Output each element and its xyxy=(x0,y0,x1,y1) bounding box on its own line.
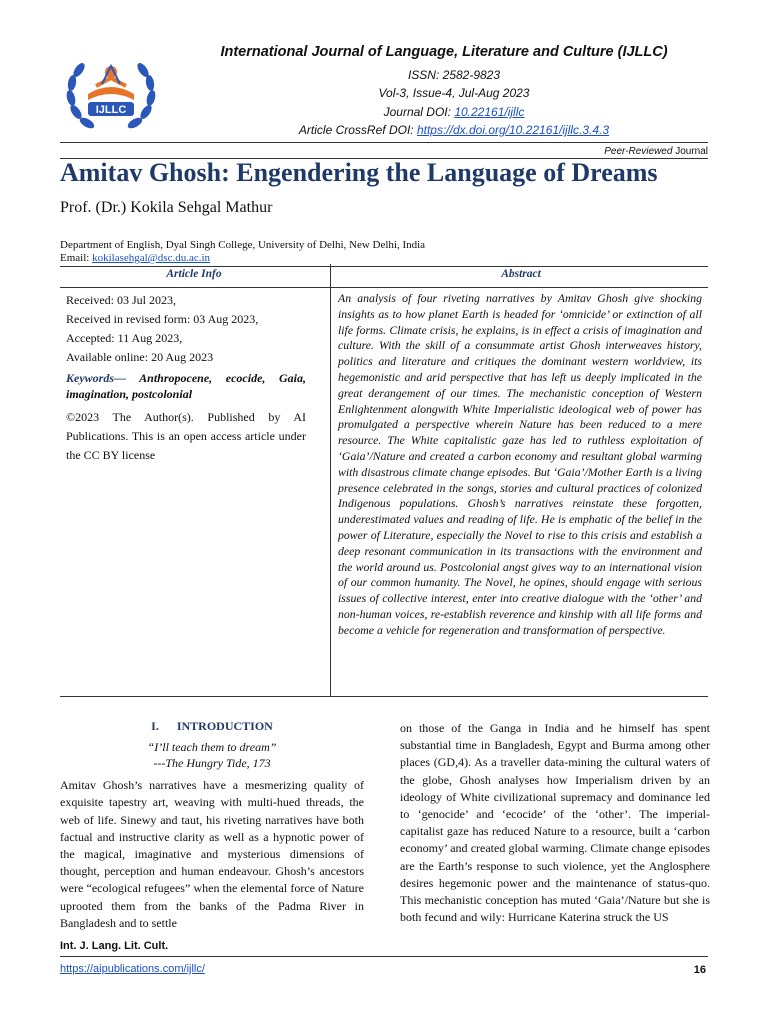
received-date: Received: 03 Jul 2023, xyxy=(66,293,176,307)
body-left-column xyxy=(60,718,364,932)
abstract-heading: Abstract xyxy=(501,268,541,280)
section-heading xyxy=(60,718,364,735)
footer-journal-abbrev: Int. J. Lang. Lit. Cult. xyxy=(60,940,169,952)
crossref-doi xyxy=(0,123,768,137)
issn: ISSN: 2582-9823 xyxy=(407,68,501,82)
epigraph-source: ---The Hungry Tide, 173 xyxy=(153,756,271,771)
crossref-link[interactable]: https://dx.doi.org/10.22161/ijllc.3.4.3 xyxy=(416,123,610,137)
abstract-text: An analysis of four riveting narratives by Amitav Ghosh give shocking insights as to how planet Earth is headed for ‘omnicide’ or extinction of all life forms. Climate crisis, he explains, is in effect a crisis of imagination and culture. With the skill of a consummate artist Ghosh interweaves history, politics and literature and critiques the dominant western worldview, its hegemonistic and arid perspective that has left us deeply implicated in the great derangement of our times. The mechanistic conception of Western Enlightenment alongwith White Imperialistic ideological web of power has promulgated a perspective wherein Nature has been reduced to a mere resource. The White capitalistic gaze has led to ruthless exploitation of ‘Gaia’/Nature and created a carbon economy and resultant global warming with disastrous climate change episodes. But ‘Gaia’/Mother Earth is a living presence celebrated in the songs, stories and cultural practices of colonized Indigenous populations. Ghosh’s narratives reinstate these forgotten, underestimated values and reading of life. He is emphatic of the belief in the power of Literature, especially the Novel to rise to this crisis and establish a deep resonant communication in its transactions with the environment and the world around us. Postcolonial angst gives way to an international vision of our common humanity. The Novel, he opines, should engage with serious issues of collective interest, enter into creative dialogue with the ‘other’ and non-human voices, re-establish reverence and kinship with all life forms and become a vehicle for regeneration and transformation of perspective. xyxy=(338,291,702,637)
peer-reviewed-label xyxy=(604,146,708,157)
journal-header xyxy=(0,0,768,150)
keywords xyxy=(66,370,306,402)
abstract-bottom-rule xyxy=(60,696,708,697)
footer-rule xyxy=(60,956,708,957)
column-divider xyxy=(330,264,331,696)
section-number: I. xyxy=(151,719,159,733)
epigraph-quote: “I’ll teach them to dream” xyxy=(147,740,277,755)
email-label: Email: xyxy=(60,252,93,264)
body-paragraph-left: Amitav Ghosh’s narratives have a mesmerizing quality of exquisite tapestry art, weaving with multi-hued threads, the web of life. Sinewy and taut, his riveting narratives have both factual and instructive clarity as well as a hypnotic power of the magical, imaginative and mysterious dimensions of thought, perception and human endeavour. Ghosh’s ancestors were “ecological refugees” when the elemental force of Nature uprooted them from the banks of the Padma River in Bangladesh and to settle xyxy=(60,778,364,930)
info-header-rule xyxy=(60,287,708,288)
revised-date: Received in revised form: 03 Aug 2023, xyxy=(66,312,259,326)
page-number: 16 xyxy=(693,964,706,976)
keywords-list: Anthropocene, ecocide, Gaia, imagination, postcolonial xyxy=(66,371,306,401)
peer-suffix: Journal xyxy=(672,146,708,157)
email-link[interactable]: kokilasehgal@dsc.du.ac.in xyxy=(92,252,211,264)
doi-label: Journal DOI: xyxy=(383,105,455,119)
peer-prefix: Peer-Reviewed xyxy=(604,146,673,157)
crossref-label: Article CrossRef DOI: xyxy=(298,123,417,137)
header-rule xyxy=(60,142,708,143)
footer-url[interactable]: https://aipublications.com/ijllc/ xyxy=(60,963,205,975)
article-info xyxy=(66,291,306,465)
section-title: INTRODUCTION xyxy=(176,719,273,733)
journal-title: International Journal of Language, Literature and Culture (IJLLC) xyxy=(220,44,668,60)
keywords-label: Keywords— xyxy=(66,371,126,385)
affiliation-block xyxy=(60,239,425,265)
info-top-rule xyxy=(60,266,708,267)
logo-text: IJLLC xyxy=(95,104,127,116)
article-title: Amitav Ghosh: Engendering the Language of Dreams xyxy=(60,158,658,187)
author-name: Prof. (Dr.) Kokila Sehgal Mathur xyxy=(60,199,273,216)
email-line xyxy=(60,252,425,265)
volume-issue: Vol-3, Issue-4, Jul-Aug 2023 xyxy=(378,86,530,100)
journal-doi xyxy=(0,105,768,119)
online-date: Available online: 20 Aug 2023 xyxy=(66,350,214,364)
copyright-notice: ©2023 The Author(s). Published by AI Publications. This is an open access article under the CC BY license xyxy=(66,410,306,462)
accepted-date: Accepted: 11 Aug 2023, xyxy=(66,331,183,345)
affiliation: Department of English, Dyal Singh College, University of Delhi, New Delhi, India xyxy=(60,239,426,251)
article-info-heading: Article Info xyxy=(166,268,222,280)
doi-link[interactable]: 10.22161/ijllc xyxy=(454,105,525,119)
body-paragraph-right: on those of the Ganga in India and he himself has spent substantial time in Bangladesh, Egypt and Burma among other places (GD,4). As a traveller data-mining the cultural waters of the globe, Ghosh analyses how Imperialism driven by an ideology of White civilizational supremacy and dominance led to ‘genocide’ and ‘ecocide’ of the ‘other’. The imperial- capitalist gaze has reduced Nature to a resource, built a ‘carbon economy’ and created global warming. Climate change episodes are the Earth’s response to such violence, yet the Anglosphere desires hegemonic power and the maintenance of status-quo. This mechanistic conception has muted ‘Gaia’/Nature but she is both fecund and wily: Hurricane Katerina struck the US xyxy=(400,721,710,925)
